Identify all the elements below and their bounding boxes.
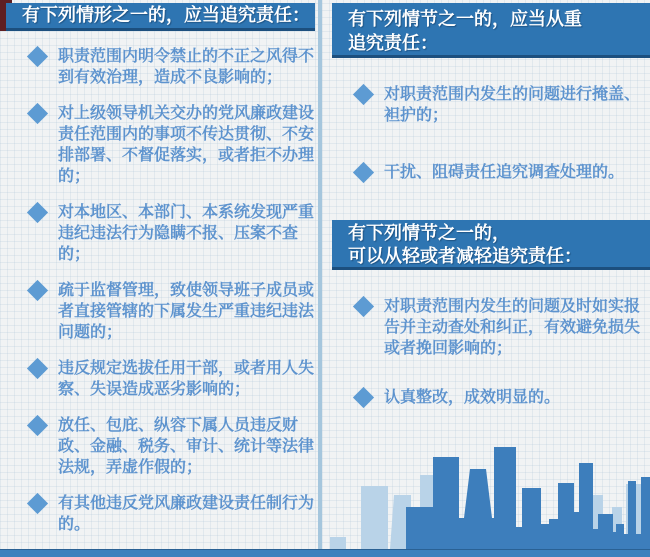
clause-text: 对职责范围内发生的问题进行掩盖、袒护的；: [384, 86, 641, 124]
diamond-bullet-icon: [27, 358, 48, 379]
diamond-bullet-icon: [27, 46, 48, 67]
left-section-title: 有下列情形之一的，应当追究责任：: [6, 3, 315, 31]
right-section-b-title: [332, 220, 650, 270]
clause-text: 认真整改，成效明显的。: [384, 389, 561, 406]
right-section-b-title-line1: 有下列情节之一的，: [348, 223, 510, 243]
diamond-bullet-icon: [27, 103, 48, 124]
list-item: [24, 103, 314, 187]
list-item: [350, 84, 644, 126]
clause-text: 有其他违反党风廉政建设责任制行为的。: [58, 495, 315, 533]
right-section-a-title: [332, 3, 650, 58]
left-clause-list: [24, 46, 314, 535]
diamond-bullet-icon: [27, 202, 48, 223]
diamond-bullet-icon: [27, 415, 48, 436]
list-item: [350, 162, 644, 183]
right-clause-list-a: [350, 84, 644, 183]
right-section-a-title-line1: 有下列情节之一的，应当从重: [348, 9, 582, 29]
list-item: [350, 387, 644, 408]
list-item: [24, 493, 314, 535]
clause-text: 放任、包庇、纵容下属人员违反财政、金融、税务、审计、统计等法律法规，弄虚作假的；: [58, 417, 315, 476]
right-section-b-title-line2: 可以从轻或者减轻追究责任：: [348, 246, 582, 266]
diamond-bullet-icon: [353, 296, 374, 317]
clause-text: 对上级领导机关交办的党风廉政建设责任范围内的事项不传达贯彻、不安排部署、不督促落实，或者拒不办理的；: [58, 105, 315, 185]
clause-text: 疏于监督管理，致使领导班子成员或者直接管辖的下属发生严重违纪违法问题的；: [58, 282, 315, 341]
list-item: [24, 280, 314, 343]
clause-text: 职责范围内明令禁止的不正之风得不到有效治理，造成不良影响的；: [58, 48, 315, 86]
list-item: [24, 358, 314, 400]
list-item: [24, 202, 314, 265]
diamond-bullet-icon: [27, 280, 48, 301]
clause-text: 干扰、阻碍责任追究调查处理的。: [384, 164, 625, 181]
diamond-bullet-icon: [353, 84, 374, 105]
right-section-a-title-line2: 追究责任：: [348, 33, 438, 53]
right-clause-list-b: [350, 296, 644, 408]
column-divider: [318, 0, 322, 549]
bottom-bar: [0, 549, 650, 557]
list-item: [350, 296, 644, 359]
diamond-bullet-icon: [353, 162, 374, 183]
list-item: [24, 415, 314, 478]
city-skyline-graphic: [320, 444, 650, 549]
diamond-bullet-icon: [353, 387, 374, 408]
clause-text: 违反规定选拔任用干部，或者用人失察、失误造成恶劣影响的；: [58, 360, 315, 398]
diamond-bullet-icon: [27, 493, 48, 514]
list-item: [24, 46, 314, 88]
skyline-front-buildings: [406, 447, 650, 549]
clause-text: 对职责范围内发生的问题及时如实报告并主动查处和纠正，有效避免损失或者挽回影响的；: [384, 298, 641, 357]
clause-text: 对本地区、本部门、本系统发现严重违纪违法行为隐瞒不报、压案不查的；: [58, 204, 315, 263]
